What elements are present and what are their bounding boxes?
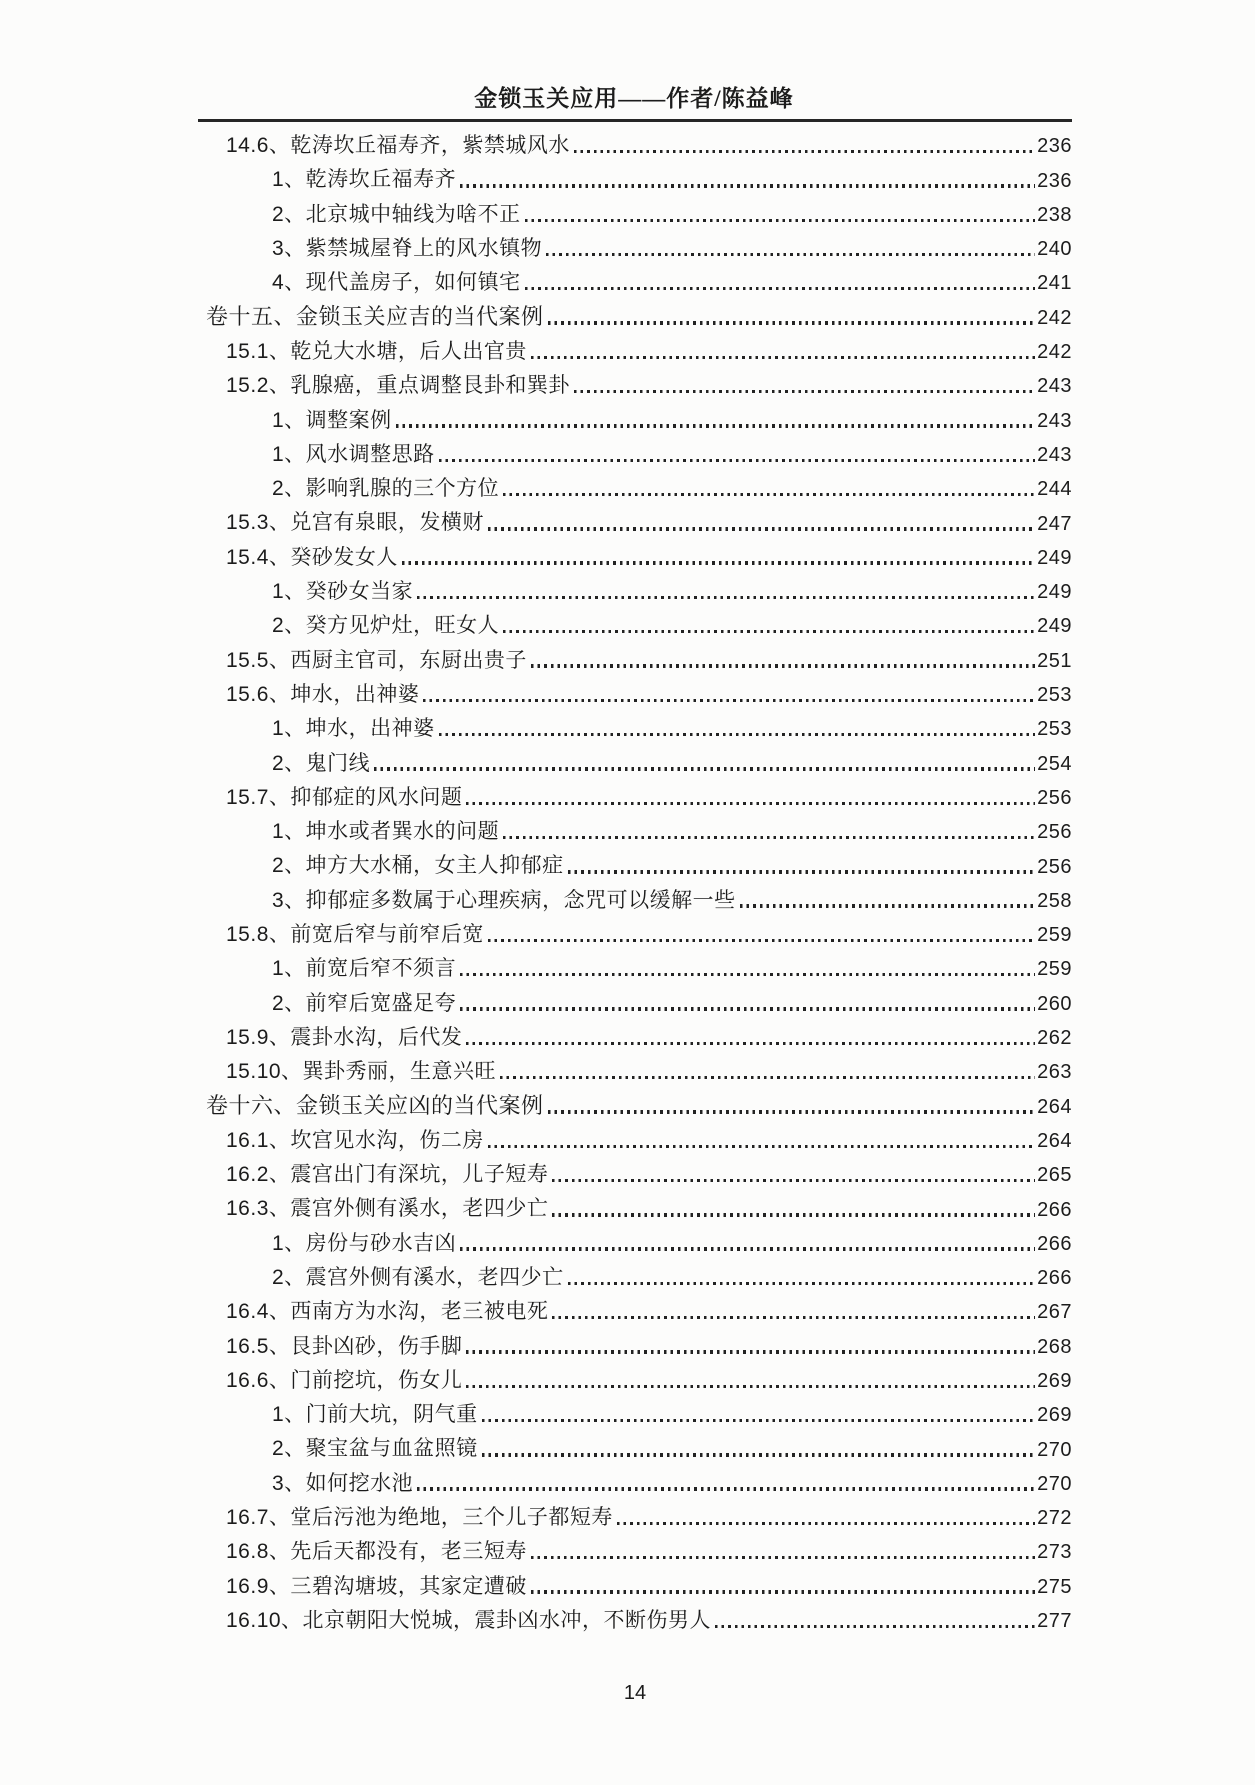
toc-entry-label: 卷十六、金锁玉关应凶的当代案例	[206, 1093, 544, 1119]
toc-dot-leader	[503, 836, 1035, 839]
toc-dot-leader	[488, 527, 1035, 530]
toc-entry[interactable]	[198, 261, 1072, 295]
toc-dot-leader	[488, 1145, 1035, 1148]
toc-entry[interactable]	[198, 673, 1072, 707]
toc-entry[interactable]	[198, 913, 1072, 947]
toc-dot-leader	[466, 1042, 1035, 1045]
table-of-contents	[198, 124, 1072, 1633]
toc-entry-page: 263	[1037, 1061, 1072, 1084]
toc-entry-page: 259	[1037, 924, 1072, 947]
toc-entry[interactable]	[198, 1530, 1072, 1564]
toc-entry-label: 16.10、北京朝阳大悦城，震卦凶水冲，不断伤男人	[226, 1608, 712, 1632]
toc-dot-leader	[500, 1076, 1035, 1079]
toc-entry-page: 275	[1037, 1575, 1072, 1598]
toc-entry-page: 249	[1037, 615, 1072, 638]
toc-dot-leader	[574, 150, 1035, 153]
toc-entry-label: 2、聚宝盆与血盆照镜	[272, 1437, 478, 1461]
toc-entry[interactable]	[198, 844, 1072, 878]
toc-dot-leader	[402, 561, 1035, 564]
toc-dot-leader	[503, 493, 1035, 496]
toc-entry-page: 277	[1037, 1610, 1072, 1633]
toc-entry-page: 273	[1037, 1541, 1072, 1564]
toc-entry[interactable]	[198, 124, 1072, 158]
toc-entry[interactable]	[198, 193, 1072, 227]
toc-entry-page: 253	[1037, 684, 1072, 707]
toc-dot-leader	[374, 767, 1035, 770]
toc-entry-page: 253	[1037, 718, 1072, 741]
toc-entry-label: 1、前宽后窄不须言	[272, 957, 457, 981]
toc-dot-leader	[460, 1247, 1035, 1250]
toc-entry[interactable]	[198, 364, 1072, 398]
toc-entry-label: 15.5、西厨主官司，东厨出贵子	[226, 648, 527, 672]
toc-entry-page: 251	[1037, 649, 1072, 672]
toc-entry[interactable]	[198, 981, 1072, 1015]
toc-entry[interactable]	[198, 1427, 1072, 1461]
toc-entry-page: 270	[1037, 1472, 1072, 1495]
toc-entry-label: 1、坤水或者巽水的问题	[272, 820, 500, 844]
toc-dot-leader	[568, 1282, 1035, 1285]
toc-entry-page: 259	[1037, 958, 1072, 981]
toc-entry[interactable]	[198, 879, 1072, 913]
toc-entry-label: 1、风水调整思路	[272, 442, 435, 466]
toc-entry-page: 242	[1037, 341, 1072, 364]
toc-entry[interactable]	[198, 1222, 1072, 1256]
toc-entry-page: 243	[1037, 409, 1072, 432]
toc-entry-label: 2、癸方见炉灶，旺女人	[272, 614, 500, 638]
toc-entry-page: 266	[1037, 1198, 1072, 1221]
toc-entry-label: 16.4、西南方为水沟，老三被电死	[226, 1300, 549, 1324]
toc-dot-leader	[617, 1522, 1035, 1525]
toc-entry-page: 236	[1037, 169, 1072, 192]
toc-entry-page: 269	[1037, 1404, 1072, 1427]
toc-entry-label: 16.2、震宫出门有深坑，儿子短寿	[226, 1163, 549, 1187]
toc-entry-label: 1、门前大坑，阴气重	[272, 1403, 478, 1427]
toc-entry-page: 272	[1037, 1507, 1072, 1530]
toc-entry-page: 242	[1037, 306, 1072, 329]
toc-dot-leader	[531, 1556, 1035, 1559]
toc-entry[interactable]	[198, 1393, 1072, 1427]
toc-entry[interactable]	[198, 330, 1072, 364]
toc-entry-page: 256	[1037, 855, 1072, 878]
toc-entry-page: 264	[1037, 1095, 1072, 1118]
header-rule	[198, 119, 1072, 122]
toc-dot-leader	[466, 802, 1035, 805]
toc-entry-label: 2、震宫外侧有溪水，老四少亡	[272, 1265, 564, 1289]
toc-entry[interactable]	[198, 947, 1072, 981]
toc-entry[interactable]	[198, 707, 1072, 741]
toc-entry-label: 2、鬼门线	[272, 751, 371, 775]
toc-entry-label: 1、坤水，出神婆	[272, 717, 435, 741]
toc-entry-page: 264	[1037, 1129, 1072, 1152]
toc-dot-leader	[460, 184, 1035, 187]
toc-dot-leader	[525, 219, 1035, 222]
toc-dot-leader	[548, 1110, 1036, 1113]
toc-entry[interactable]	[198, 1324, 1072, 1358]
toc-entry-page: 268	[1037, 1335, 1072, 1358]
toc-dot-leader	[466, 1385, 1035, 1388]
toc-entry[interactable]	[198, 1187, 1072, 1221]
toc-entry[interactable]	[198, 638, 1072, 672]
toc-entry-page: 243	[1037, 443, 1072, 466]
toc-entry[interactable]	[198, 158, 1072, 192]
toc-entry[interactable]	[198, 741, 1072, 775]
toc-dot-leader	[417, 596, 1035, 599]
toc-entry-label: 16.9、三碧沟塘坡，其家定遭破	[226, 1574, 527, 1598]
toc-dot-leader	[574, 390, 1035, 393]
toc-dot-leader	[417, 1487, 1035, 1490]
toc-dot-leader	[740, 904, 1035, 907]
toc-dot-leader	[525, 287, 1035, 290]
toc-dot-leader	[396, 424, 1035, 427]
toc-entry-page: 269	[1037, 1369, 1072, 1392]
toc-entry[interactable]	[198, 1564, 1072, 1598]
toc-entry[interactable]	[198, 1359, 1072, 1393]
toc-dot-leader	[423, 699, 1035, 702]
toc-entry[interactable]	[198, 1050, 1072, 1084]
toc-entry[interactable]	[198, 536, 1072, 570]
toc-entry-label: 3、紫禁城屋脊上的风水镇物	[272, 237, 543, 261]
toc-entry-label: 2、前窄后宽盛足夸	[272, 991, 457, 1015]
toc-entry-page: 270	[1037, 1438, 1072, 1461]
toc-entry-page: 249	[1037, 546, 1072, 569]
toc-entry-page: 265	[1037, 1164, 1072, 1187]
toc-entry-label: 15.9、震卦水沟，后代发	[226, 1025, 463, 1049]
toc-entry[interactable]	[198, 295, 1072, 329]
toc-entry-page: 262	[1037, 1027, 1072, 1050]
toc-entry-page: 256	[1037, 786, 1072, 809]
toc-entry-label: 16.7、堂后污池为绝地，三个儿子都短寿	[226, 1506, 613, 1530]
toc-entry-label: 1、乾涛坎丘福寿齐	[272, 168, 457, 192]
toc-entry-label: 16.6、门前挖坑，伤女儿	[226, 1368, 463, 1392]
toc-dot-leader	[552, 1316, 1035, 1319]
toc-entry[interactable]	[198, 398, 1072, 432]
toc-dot-leader	[548, 321, 1036, 324]
toc-entry[interactable]	[198, 501, 1072, 535]
toc-dot-leader	[439, 733, 1035, 736]
toc-entry-page: 256	[1037, 821, 1072, 844]
toc-entry-page: 266	[1037, 1232, 1072, 1255]
toc-dot-leader	[546, 253, 1035, 256]
toc-dot-leader	[552, 1179, 1035, 1182]
toc-dot-leader	[531, 1590, 1035, 1593]
toc-entry-label: 16.3、震宫外侧有溪水，老四少亡	[226, 1197, 549, 1221]
toc-entry-label: 15.1、乾兑大水塘，后人出官贵	[226, 339, 527, 363]
toc-entry-page: 254	[1037, 752, 1072, 775]
toc-dot-leader	[482, 1453, 1035, 1456]
toc-entry-label: 16.8、先后天都没有，老三短寿	[226, 1540, 527, 1564]
toc-dot-leader	[466, 1350, 1035, 1353]
toc-entry-page: 247	[1037, 512, 1072, 535]
toc-entry[interactable]	[198, 1119, 1072, 1153]
toc-entry[interactable]	[198, 1256, 1072, 1290]
toc-entry[interactable]	[198, 776, 1072, 810]
toc-entry-page: 244	[1037, 478, 1072, 501]
toc-dot-leader	[503, 630, 1035, 633]
toc-entry-page: 249	[1037, 581, 1072, 604]
toc-entry[interactable]	[198, 467, 1072, 501]
toc-dot-leader	[460, 973, 1035, 976]
toc-entry[interactable]	[198, 1599, 1072, 1633]
toc-entry-label: 3、抑郁症多数属于心理疾病，念咒可以缓解一些	[272, 888, 736, 912]
toc-dot-leader	[531, 356, 1035, 359]
toc-entry[interactable]	[198, 1496, 1072, 1530]
document-footer	[198, 1682, 1072, 1705]
toc-dot-leader	[482, 1419, 1035, 1422]
toc-entry-label: 16.5、艮卦凶砂，伤手脚	[226, 1334, 463, 1358]
toc-dot-leader	[568, 870, 1035, 873]
toc-dot-leader	[715, 1625, 1035, 1628]
toc-entry-label: 14.6、乾涛坎丘福寿齐，紫禁城风水	[226, 134, 570, 158]
toc-entry-label: 15.3、兑宫有泉眼，发横财	[226, 511, 484, 535]
toc-entry-label: 2、影响乳腺的三个方位	[272, 477, 500, 501]
toc-entry[interactable]	[198, 604, 1072, 638]
toc-entry-label: 2、坤方大水桶，女主人抑郁症	[272, 854, 564, 878]
toc-dot-leader	[439, 459, 1035, 462]
toc-entry-label: 15.10、巽卦秀丽，生意兴旺	[226, 1060, 497, 1084]
toc-dot-leader	[460, 1007, 1035, 1010]
toc-entry-page: 236	[1037, 135, 1072, 158]
toc-entry[interactable]	[198, 810, 1072, 844]
toc-entry-label: 15.6、坤水，出神婆	[226, 682, 420, 706]
toc-entry-label: 卷十五、金锁玉关应吉的当代案例	[206, 304, 544, 330]
toc-entry[interactable]	[198, 1153, 1072, 1187]
toc-entry-label: 15.7、抑郁症的风水问题	[226, 785, 463, 809]
toc-entry-page: 241	[1037, 272, 1072, 295]
toc-entry-label: 4、现代盖房子，如何镇宅	[272, 271, 521, 295]
toc-dot-leader	[552, 1213, 1035, 1216]
toc-entry-label: 15.4、癸砂发女人	[226, 545, 398, 569]
toc-entry-label: 15.2、乳腺癌，重点调整艮卦和巽卦	[226, 374, 570, 398]
toc-entry-page: 238	[1037, 203, 1072, 226]
toc-entry-label: 1、调整案例	[272, 408, 392, 432]
toc-dot-leader	[531, 664, 1035, 667]
toc-entry-page: 243	[1037, 375, 1072, 398]
toc-entry-label: 1、癸砂女当家	[272, 580, 414, 604]
toc-entry-label: 2、北京城中轴线为啥不正	[272, 202, 521, 226]
toc-entry-page: 240	[1037, 238, 1072, 261]
toc-entry-label: 15.8、前宽后窄与前窄后宽	[226, 922, 484, 946]
toc-entry-page: 266	[1037, 1267, 1072, 1290]
toc-entry[interactable]	[198, 227, 1072, 261]
toc-entry-label: 16.1、坎宫见水沟，伤二房	[226, 1128, 484, 1152]
toc-entry[interactable]	[198, 1290, 1072, 1324]
footer-page-number: 14	[623, 1682, 647, 1704]
toc-entry-page: 260	[1037, 992, 1072, 1015]
toc-entry-label: 1、房份与砂水吉凶	[272, 1231, 457, 1255]
toc-entry[interactable]	[198, 570, 1072, 604]
toc-entry-page: 258	[1037, 889, 1072, 912]
toc-entry[interactable]	[198, 1462, 1072, 1496]
toc-entry[interactable]	[198, 1084, 1072, 1118]
toc-entry-page: 267	[1037, 1301, 1072, 1324]
header-title: 金锁玉关应用——作者/陈益峰	[474, 86, 794, 111]
toc-dot-leader	[488, 939, 1035, 942]
toc-entry[interactable]	[198, 1016, 1072, 1050]
toc-entry[interactable]	[198, 433, 1072, 467]
toc-entry-label: 3、如何挖水池	[272, 1471, 414, 1495]
